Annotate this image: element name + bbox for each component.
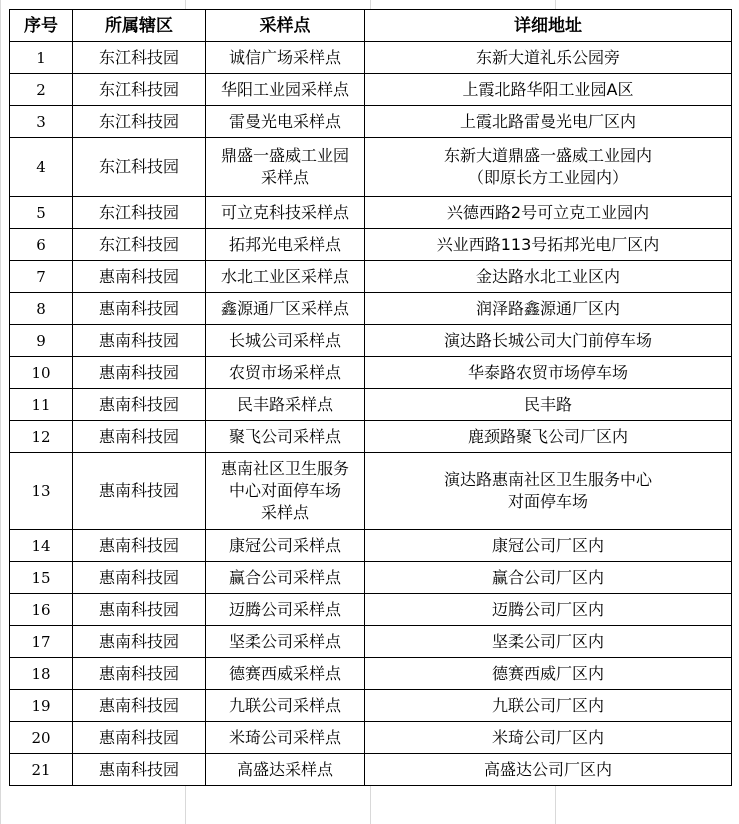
cell-number[interactable]: 1 [10, 42, 73, 74]
cell-address[interactable] [365, 754, 732, 786]
address-line: 演达路长城公司大门前停车场 [443, 330, 652, 350]
header-row [10, 10, 732, 42]
cell-sampling-site[interactable] [206, 594, 365, 626]
address-line: 演达路惠南社区卫生服务中心 [443, 470, 652, 489]
cell-number[interactable]: 12 [10, 421, 73, 453]
sampling-site-line: 米琦公司采样点 [228, 727, 341, 747]
cell-district[interactable]: 惠南科技园 [73, 658, 206, 690]
cell-district[interactable]: 东江科技园 [73, 74, 206, 106]
cell-address[interactable] [365, 421, 732, 453]
cell-number[interactable]: 8 [10, 293, 73, 325]
cell-sampling-site[interactable] [206, 690, 365, 722]
sampling-site-line: 德赛西威采样点 [228, 663, 341, 683]
cell-district[interactable]: 东江科技园 [73, 197, 206, 229]
table-row [10, 106, 732, 138]
cell-address[interactable] [365, 357, 732, 389]
address-line: 九联公司厂区内 [491, 695, 604, 715]
address-line: 对面停车场 [507, 492, 588, 511]
sampling-site-line: 雷曼光电采样点 [228, 111, 341, 131]
cell-sampling-site[interactable] [206, 261, 365, 293]
table-row [10, 357, 732, 389]
table-row [10, 594, 732, 626]
cell-number[interactable]: 17 [10, 626, 73, 658]
cell-address[interactable] [365, 389, 732, 421]
cell-district[interactable]: 惠南科技园 [73, 293, 206, 325]
cell-sampling-site[interactable] [206, 357, 365, 389]
table-row [10, 197, 732, 229]
table-row [10, 562, 732, 594]
cell-district[interactable]: 惠南科技园 [73, 690, 206, 722]
table-row [10, 261, 732, 293]
address-line: 华泰路农贸市场停车场 [467, 362, 628, 382]
cell-sampling-site[interactable] [206, 74, 365, 106]
sampling-site-line: 农贸市场采样点 [228, 362, 341, 382]
sampling-site-line: 迈腾公司采样点 [228, 599, 341, 619]
cell-sampling-site[interactable] [206, 562, 365, 594]
cell-district[interactable]: 惠南科技园 [73, 453, 206, 530]
table-row [10, 138, 732, 197]
cell-district[interactable]: 惠南科技园 [73, 261, 206, 293]
table-row [10, 658, 732, 690]
address-line: 上霞北路华阳工业园A区 [462, 79, 634, 99]
cell-district[interactable]: 东江科技园 [73, 138, 206, 197]
table-row [10, 421, 732, 453]
cell-address[interactable] [365, 293, 732, 325]
address-line: 米琦公司厂区内 [491, 727, 604, 747]
cell-district[interactable]: 东江科技园 [73, 42, 206, 74]
sampling-site-line: 诚信广场采样点 [228, 47, 341, 67]
sampling-site-line: 坚柔公司采样点 [228, 631, 341, 651]
cell-district[interactable]: 惠南科技园 [73, 562, 206, 594]
cell-address[interactable] [365, 562, 732, 594]
cell-sampling-site[interactable] [206, 421, 365, 453]
table-row [10, 626, 732, 658]
sampling-site-line: 水北工业区采样点 [220, 266, 349, 286]
table-body [10, 42, 732, 786]
address-line: 康冠公司厂区内 [491, 535, 604, 555]
address-line: 坚柔公司厂区内 [491, 631, 604, 651]
cell-address[interactable] [365, 229, 732, 261]
sampling-site-line: 采样点 [260, 168, 309, 187]
sampling-site-line: 民丰路采样点 [236, 394, 333, 414]
cell-number[interactable]: 3 [10, 106, 73, 138]
address-line: 上霞北路雷曼光电厂区内 [459, 111, 636, 131]
cell-sampling-site[interactable] [206, 626, 365, 658]
table-row [10, 754, 732, 786]
cell-number[interactable]: 11 [10, 389, 73, 421]
cell-address[interactable] [365, 42, 732, 74]
table-row [10, 530, 732, 562]
cell-number[interactable]: 4 [10, 138, 73, 197]
cell-sampling-site[interactable] [206, 453, 365, 530]
cell-number[interactable]: 2 [10, 74, 73, 106]
cell-address[interactable] [365, 197, 732, 229]
cell-district[interactable]: 惠南科技园 [73, 722, 206, 754]
table-row [10, 74, 732, 106]
table-row [10, 293, 732, 325]
address-line: （即原长方工业园内） [467, 168, 628, 187]
cell-district[interactable]: 惠南科技园 [73, 389, 206, 421]
address-line: 民丰路 [523, 394, 572, 414]
table-row [10, 453, 732, 530]
cell-number[interactable]: 19 [10, 690, 73, 722]
sampling-site-line: 赢合公司采样点 [228, 567, 341, 587]
sampling-site-line: 康冠公司采样点 [228, 535, 341, 555]
address-line: 兴业西路113号拓邦光电厂区内 [436, 234, 660, 254]
cell-number[interactable]: 14 [10, 530, 73, 562]
header-address[interactable]: 详细地址 [365, 10, 732, 42]
cell-sampling-site[interactable] [206, 722, 365, 754]
cell-number[interactable]: 21 [10, 754, 73, 786]
cell-district[interactable]: 惠南科技园 [73, 325, 206, 357]
cell-district[interactable]: 东江科技园 [73, 229, 206, 261]
table-row [10, 325, 732, 357]
cell-address[interactable] [365, 722, 732, 754]
address-line: 东新大道鼎盛一盛威工业园内 [443, 146, 652, 165]
address-line: 迈腾公司厂区内 [491, 599, 604, 619]
address-line: 兴德西路2号可立克工业园内 [446, 202, 650, 222]
sampling-site-line: 可立克科技采样点 [220, 202, 349, 222]
cell-sampling-site[interactable] [206, 138, 365, 197]
sampling-site-line: 九联公司采样点 [228, 695, 341, 715]
cell-number[interactable]: 7 [10, 261, 73, 293]
header-number[interactable]: 序号 [10, 10, 73, 42]
cell-number[interactable]: 18 [10, 658, 73, 690]
cell-sampling-site[interactable] [206, 389, 365, 421]
table-row [10, 229, 732, 261]
cell-district[interactable]: 惠南科技园 [73, 530, 206, 562]
cell-sampling-site[interactable] [206, 106, 365, 138]
sampling-site-line: 拓邦光电采样点 [228, 234, 341, 254]
cell-address[interactable] [365, 138, 732, 197]
cell-sampling-site[interactable] [206, 229, 365, 261]
address-line: 高盛达公司厂区内 [483, 759, 612, 779]
cell-sampling-site[interactable] [206, 530, 365, 562]
cell-address[interactable] [365, 453, 732, 530]
sampling-site-line: 聚飞公司采样点 [228, 426, 341, 446]
address-line: 润泽路鑫源通厂区内 [475, 298, 620, 318]
sampling-site-line: 高盛达采样点 [236, 759, 333, 779]
address-line: 鹿颈路聚飞公司厂区内 [467, 426, 628, 446]
cell-number[interactable]: 20 [10, 722, 73, 754]
cell-district[interactable]: 惠南科技园 [73, 754, 206, 786]
cell-address[interactable] [365, 261, 732, 293]
address-line: 东新大道礼乐公园旁 [475, 47, 620, 67]
cell-district[interactable]: 惠南科技园 [73, 594, 206, 626]
header-sampling-site[interactable]: 采样点 [206, 10, 365, 42]
cell-sampling-site[interactable] [206, 293, 365, 325]
cell-number[interactable]: 15 [10, 562, 73, 594]
cell-sampling-site[interactable] [206, 42, 365, 74]
address-line: 赢合公司厂区内 [491, 567, 604, 587]
sampling-site-line: 采样点 [260, 503, 309, 522]
cell-district[interactable]: 东江科技园 [73, 106, 206, 138]
cell-district[interactable]: 惠南科技园 [73, 626, 206, 658]
address-line: 德赛西威厂区内 [491, 663, 604, 683]
cell-number[interactable]: 9 [10, 325, 73, 357]
cell-address[interactable] [365, 594, 732, 626]
table-row [10, 42, 732, 74]
sampling-site-line: 长城公司采样点 [228, 330, 341, 350]
sampling-site-line: 华阳工业园采样点 [220, 79, 349, 99]
sampling-site-line: 中心对面停车场 [228, 481, 341, 500]
cell-address[interactable] [365, 658, 732, 690]
cell-district[interactable]: 惠南科技园 [73, 421, 206, 453]
cell-address[interactable] [365, 325, 732, 357]
cell-sampling-site[interactable] [206, 754, 365, 786]
header-district[interactable]: 所属辖区 [73, 10, 206, 42]
cell-address[interactable] [365, 626, 732, 658]
sampling-sites-table [9, 9, 732, 786]
sampling-site-line: 惠南社区卫生服务 [220, 459, 349, 478]
table-row [10, 722, 732, 754]
cell-address[interactable] [365, 690, 732, 722]
cell-sampling-site[interactable] [206, 197, 365, 229]
cell-district[interactable]: 惠南科技园 [73, 357, 206, 389]
cell-number[interactable]: 16 [10, 594, 73, 626]
cell-sampling-site[interactable] [206, 325, 365, 357]
address-line: 金达路水北工业区内 [475, 266, 620, 286]
table-row [10, 389, 732, 421]
cell-number[interactable]: 5 [10, 197, 73, 229]
cell-sampling-site[interactable] [206, 658, 365, 690]
cell-address[interactable] [365, 530, 732, 562]
cell-address[interactable] [365, 74, 732, 106]
cell-address[interactable] [365, 106, 732, 138]
cell-number[interactable]: 6 [10, 229, 73, 261]
sampling-site-line: 鑫源通厂区采样点 [220, 298, 349, 318]
table-row [10, 690, 732, 722]
cell-number[interactable]: 10 [10, 357, 73, 389]
sampling-site-line: 鼎盛一盛威工业园 [220, 146, 349, 165]
cell-number[interactable]: 13 [10, 453, 73, 530]
